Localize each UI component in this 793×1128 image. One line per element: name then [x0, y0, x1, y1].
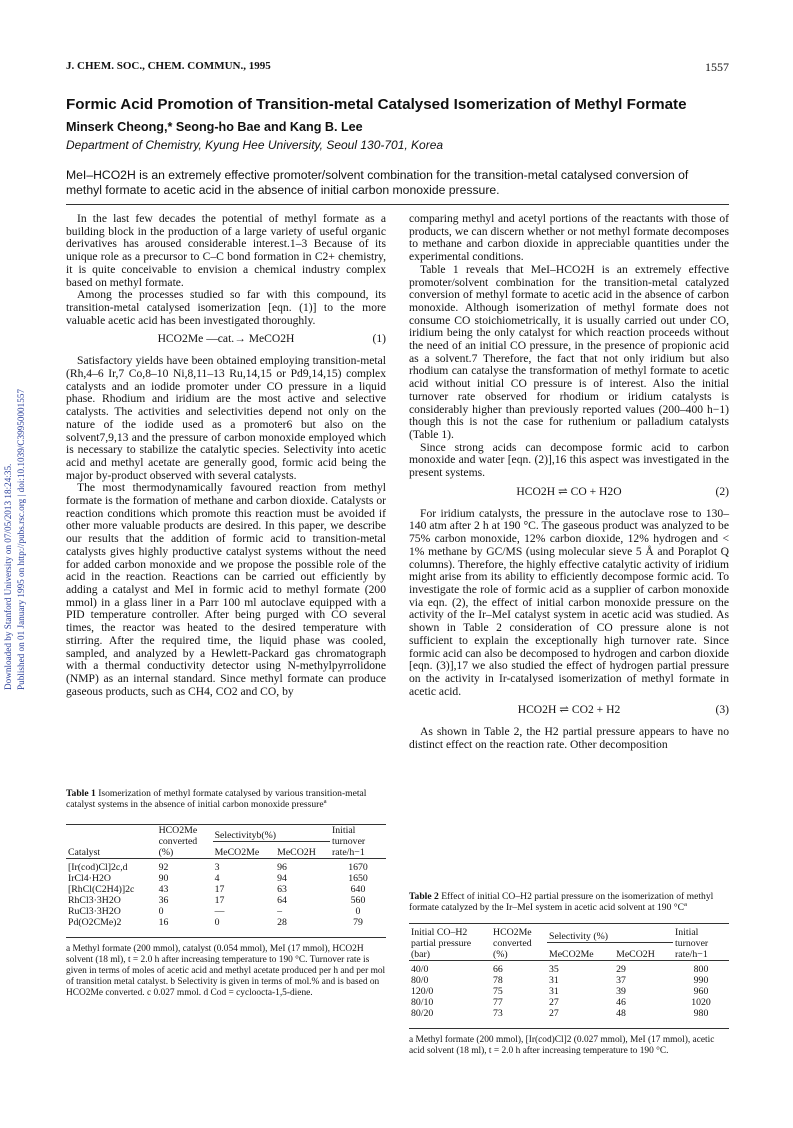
header-rule [66, 204, 729, 205]
table-cell: [RhCl(C2H4)]2c [68, 884, 135, 895]
table-cell: RhCl3·3H2O [68, 895, 121, 906]
table-row [409, 975, 729, 986]
table-row [409, 1008, 729, 1019]
equation-text: HCO2Me —cat.→ MeCO2H [157, 332, 295, 346]
abstract: MeI–HCO2H is an extremely effective promoter/solvent combination for the transition-metal catalysed conversion of methyl formate to acetic acid in the absence of initial carbon monoxide pressure. [66, 168, 689, 197]
table-cell: 92 [158, 862, 169, 873]
table-row [66, 859, 386, 874]
table-cell: 75 [493, 986, 503, 997]
table-caption [409, 891, 729, 913]
table-cell: 31 [549, 986, 559, 997]
table-bottom-spacer [66, 928, 386, 931]
table-row [66, 873, 386, 884]
table-cell: – [277, 906, 283, 917]
table-cell: 43 [158, 884, 169, 895]
equation-text: HCO2H ⇌ CO + H2O [516, 484, 622, 498]
table-cell: 17 [214, 884, 225, 895]
table-cell: 27 [549, 997, 559, 1008]
table-cell: 36 [158, 895, 169, 906]
table-row [66, 895, 386, 906]
equation-number: (1) [372, 332, 386, 346]
table-row [66, 917, 386, 928]
running-head [66, 60, 729, 72]
table-cell: 0 [355, 906, 361, 917]
table-cell: 27 [549, 1008, 559, 1019]
table-cell: 96 [277, 862, 287, 873]
table-cell: 80/20 [411, 1008, 434, 1019]
table-cell: 1020 [691, 997, 711, 1008]
column-header: MeCO2H [277, 847, 316, 858]
table-1 [66, 788, 386, 999]
column-header: Initial CO–H2 partial pressure (bar) [411, 927, 472, 960]
table-cell: 77 [493, 997, 503, 1008]
table-caption [66, 788, 386, 810]
table-cell: 1650 [348, 873, 368, 884]
caption-text: Isomerization of methyl formate catalysed by various transition-metal catalyst systems in the absence of initial carbon monoxide pressure [66, 788, 367, 810]
table-row [409, 997, 729, 1008]
table-cell: IrCl4·H2O [68, 873, 111, 884]
paragraph: The most thermodynamically favoured reaction from methyl formate is the formation of methane and carbon dioxide. Catalysts or reaction conditions which promote this reaction must be avoided if other more valuable products are desired. In this paper, we describe our results that the addition of formic acid to transition-metal catalysts gives highly productive catalyst systems without the need for added carbon monoxide and we propose the possible role of the acid in the reaction. Reactions can be carried out efficiently by adding a catalyst and MeI in formic acid to methyl formate (200 mmol) in a glass liner in a Parr 100 ml autoclave equipped with a PID temperature controller. After being purged with CO several times, the reactor was heated to the desired temperature with stirring. After the required time, the liquid phase was cooled, sampled, and analyzed by a Hewlett-Packard gas chromatograph with a thermal conductivity detector using N-methylpyrrolidone (NMP) as an internal standard. Since methyl formate can produce gaseous products, such as CH4, CO2 and CO, by [66, 481, 386, 698]
table-cell: 46 [616, 997, 626, 1008]
download-watermark [2, 270, 42, 690]
column-header: Selectivityb(%) [213, 825, 330, 842]
data-table [66, 824, 386, 931]
table-cell: 94 [277, 873, 287, 884]
table-row [409, 961, 729, 976]
table-cell: 990 [693, 975, 709, 986]
table-cell: Pd(O2CMe)2 [68, 917, 122, 928]
table-cell: 29 [616, 964, 626, 975]
table-cell: 560 [350, 895, 366, 906]
table-cell: 800 [693, 964, 709, 975]
table-cell: 40/0 [411, 964, 429, 975]
column-header: MeCO2Me [549, 949, 594, 960]
table-bottom-spacer [409, 1019, 729, 1022]
table-cell: 4 [214, 873, 220, 884]
data-table [409, 923, 729, 1022]
caption-footnote-mark: a [323, 797, 327, 805]
table-cell: 39 [616, 986, 626, 997]
paragraph: For iridium catalysts, the pressure in the autoclave rose to 130–140 atm after 2 h at 190 °C. The gaseous product was analyzed to be 75% carbon monoxide, 12% carbon dioxide, 12% hydrogen and < 1% methane by GC/MS (using molecular sieve 5 Å and Poraplot Q columns). Therefore, the highly effective catalytic activity of iridium might arise from its ability to efficiently decompose formic acid. To investigate the role of formic acid as a supplier of carbon monoxide via eqn. (2), the effect of initial carbon monoxide pressure on the activity of the Ir–MeI catalyst system in acetic acid was studied. As shown in Table 2 consideration of CO pressure alone is not sufficient to explain the exceptionally high turnover rate. Since formic acid can also be decomposed to hydrogen and carbon dioxide [eqn. (3)],17 we also studied the effect of hydrogen partial pressure on the activity in Ir-catalysed isomerization of methyl formate in acetic acid. [409, 506, 729, 698]
table-cell: 0 [158, 906, 164, 917]
paragraph: Table 1 reveals that MeI–HCO2H is an extremely effective promoter/solvent combination for the transition-metal catalyzed conversion of methyl formate to acetic acid in the absence of carbon monoxide. Although isomerization of methyl formate does not consume CO stoichiometrically, it is usually carried out under CO, iridium being the only catalyst for which reaction proceeds without the need of an initial CO pressure, in the presence of propionic acid as a solvent.7 Therefore, the fact that not only iridium but also rhodium can catalyse the transformation of methyl formate to acetic acid without initial CO pressure is of interest. Also the initial turnover rate observed for rhodium or iridium catalysts is considerably higher than previously reported values (200–400 h−1) though this is not the case for ruthenium or palladium catalysts (Table 1). [409, 262, 729, 441]
page-number: 1557 [705, 60, 729, 74]
watermark-line-1: Downloaded by Stanford University on 07/05/2013 18:24:35. [3, 463, 13, 690]
table-cell: 66 [493, 964, 503, 975]
column-header: Initial turnover rate/h−1 [675, 927, 709, 960]
table-cell: 80/0 [411, 975, 429, 986]
paragraph: Since strong acids can decompose formic acid to carbon monoxide and water [eqn. (2)],16 this aspect was investigated in the present systems. [409, 440, 729, 480]
table-cell: 120/0 [411, 986, 434, 997]
column-header: Catalyst [68, 847, 101, 858]
table-cell: 1670 [348, 862, 368, 873]
paragraph: comparing methyl and acetyl portions of the reactants with those of products, we can discern whether or not methyl formate decomposes to methane and carbon dioxide in appreciable quantities under the experimental conditions. [409, 212, 729, 264]
table-cell: 28 [277, 917, 287, 928]
paragraph: As shown in Table 2, the H2 partial pressure appears to have no distinct effect on the reaction rate. Other decomposition [409, 725, 729, 752]
paragraph: Satisfactory yields have been obtained employing transition-metal (Rh,4–6 Ir,7 Co,8–10 Ni,8,11–13 Ru,14,15 or Pd9,14,15) complex catalysts and an iodide promoter under CO pressure in a liquid phase. Rhodium and iridium are the most active and selective catalysts. The activities and selectivities depend not only on the nature of the iodide used as a promoter6 but also on the solvent7,9,13 and the pressure of carbon monoxide employed which is necessary to stabilize the catalytic species. Selectivity into acetic acid and methyl acetate are generally good, formic acid being the major by-product observed with several catalysts. [66, 354, 386, 482]
table-row [409, 986, 729, 997]
authors: Minserk Cheong,* Seong-ho Bae and Kang B. Lee [66, 120, 363, 134]
column-header: HCO2Me converted (%) [493, 927, 532, 960]
table-cell: 80/10 [411, 997, 434, 1008]
table-row [66, 884, 386, 895]
table-cell: 980 [693, 1008, 709, 1019]
table-cell: 3 [214, 862, 220, 873]
table-footnote: a Methyl formate (200 mmol), catalyst (0.054 mmol), MeI (17 mmol), HCO2H solvent (18 ml), t = 2.0 h after increasing temperature to 190 °C. Turnover rate is given in terms of moles of acetic acid and methyl acetate produced per h and per mol of transition metal catalyst. b Selectivity is given in terms of mol.% and is based on HCO2Me converted. c 0.027 mmol. d Cod = cycloocta-1,5-diene. [66, 937, 386, 999]
left-column [66, 213, 386, 698]
table-cell: 960 [693, 986, 709, 997]
table-cell: RuCl3·3H2O [68, 906, 121, 917]
column-header: MeCO2H [616, 949, 655, 960]
table-cell: 63 [277, 884, 287, 895]
table-cell: 73 [493, 1008, 503, 1019]
table-cell: 48 [616, 1008, 626, 1019]
table-cell: 90 [158, 873, 169, 884]
table-cell: 640 [350, 884, 366, 895]
table-label: Table 1 [66, 788, 96, 799]
column-header: HCO2Me converted (%) [158, 825, 198, 858]
equation-text: HCO2H ⇌ CO2 + H2 [517, 703, 621, 717]
column-header: Selectivity (%) [547, 924, 673, 943]
equation-3 [409, 704, 729, 720]
table-cell: 0 [214, 917, 220, 928]
table-footnote: a Methyl formate (200 mmol), [Ir(cod)Cl]2 (0.027 mmol), MeI (17 mmol), acetic acid solvent (18 ml), t = 2.0 h after increasing temperature to 190 °C. [409, 1028, 729, 1057]
table-cell: [Ir(cod)Cl]2c,d [68, 862, 128, 873]
journal-name: J. CHEM. SOC., CHEM. COMMUN., 1995 [66, 60, 271, 72]
table-cell: 16 [158, 917, 169, 928]
table-cell: 17 [214, 895, 225, 906]
table-body [66, 859, 386, 932]
table-label: Table 2 [409, 891, 439, 902]
table-body [409, 961, 729, 1023]
paragraph: Among the processes studied so far with this compound, its transition-metal catalysed isomerization [eqn. (1)] to the more valuable acetic acid has been investigated thoroughly. [66, 288, 386, 327]
paragraph: In the last few decades the potential of methyl formate as a building block in the production of a large variety of useful organic derivatives has aroused considerable interest.1–3 Because of its unique role as a precursor to C–C bond formation in C2+ chemistry, it is quite conceivable to envision a chemical industry complex based on methyl formate. [66, 212, 386, 289]
table-2 [409, 891, 729, 1057]
table-row [66, 906, 386, 917]
column-header: Initial turnover rate/h−1 [332, 825, 366, 858]
caption-footnote-mark: a [684, 900, 688, 908]
table-cell: 79 [353, 917, 363, 928]
column-header: MeCO2Me [214, 847, 260, 858]
right-column [409, 213, 729, 752]
table-cell: 78 [493, 975, 503, 986]
table-cell: 37 [616, 975, 626, 986]
caption-text: Effect of initial CO–H2 partial pressure on the isomerization of methyl formate catalyzed by the Ir–MeI system in acetic acid solvent at 190 °C [409, 891, 714, 913]
table-cell: 35 [549, 964, 559, 975]
table-cell: 64 [277, 895, 287, 906]
article-title: Formic Acid Promotion of Transition-metal Catalysed Isomerization of Methyl Formate [66, 96, 687, 113]
table-cell: 31 [549, 975, 559, 986]
equation-number: (3) [715, 703, 729, 717]
affiliation: Department of Chemistry, Kyung Hee University, Seoul 130-701, Korea [66, 138, 444, 152]
equation-2 [409, 486, 729, 502]
table-cell: — [214, 906, 225, 917]
watermark-line-2: Published on 01 January 1995 on http://pubs.rsc.org | doi:10.1039/C39950001557 [16, 388, 26, 690]
equation-number: (2) [715, 484, 729, 498]
equation-1 [66, 333, 386, 349]
